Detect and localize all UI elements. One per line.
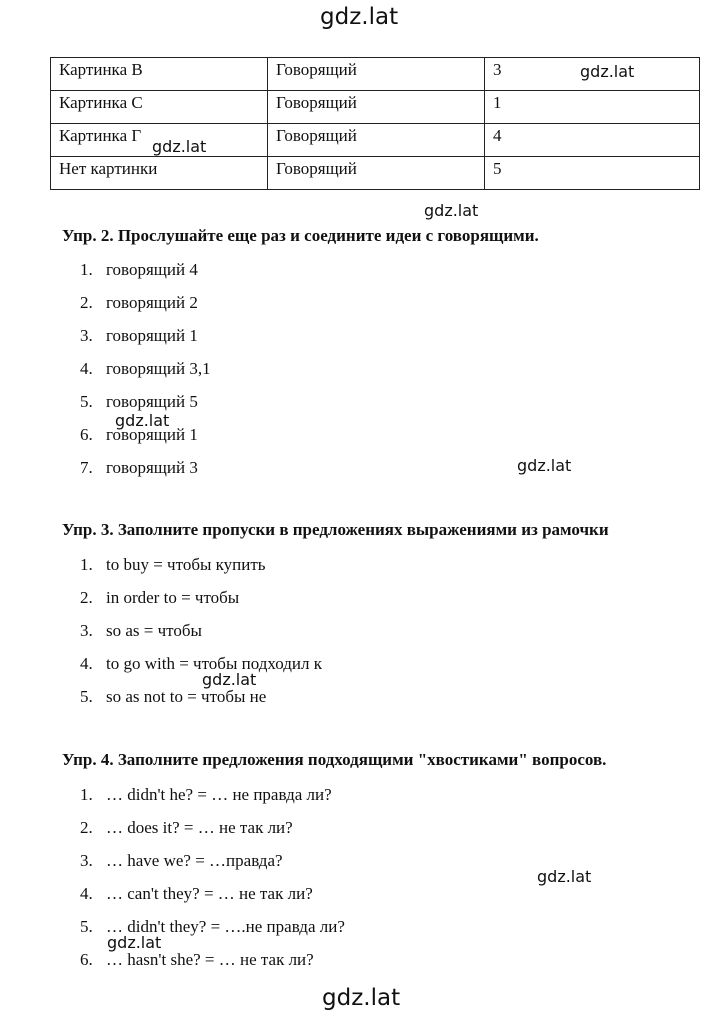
list-item-text: говорящий 2 (106, 293, 198, 312)
list-item: 4. говорящий 3,1 (80, 359, 211, 378)
list-item-text: говорящий 1 (106, 326, 198, 345)
exercise-3-heading: Упр. 3. Заполните пропуски в предложениях выражениями из рамочки (62, 520, 609, 539)
table-cell: Говорящий (268, 91, 485, 124)
list-item: 4. … can't they? = … не так ли? (80, 884, 313, 903)
watermark: gdz.lat (152, 137, 207, 156)
watermark: gdz.lat (115, 411, 170, 430)
list-item: 6. говорящий 1 (80, 425, 198, 444)
table-cell: Говорящий (268, 124, 485, 157)
list-item-text: … didn't they? = ….не правда ли? (106, 917, 345, 936)
exercise-3-list (80, 553, 322, 718)
watermark: gdz.lat (424, 201, 479, 220)
list-item: 7. говорящий 3 (80, 458, 198, 477)
list-item-text: to buy = чтобы купить (106, 555, 266, 574)
list-item-text: … didn't he? = … не правда ли? (106, 785, 332, 804)
table-cell: Говорящий (268, 157, 485, 190)
table-cell: 4 (485, 124, 700, 157)
list-item: 1. говорящий 4 (80, 260, 198, 279)
list-item: 1. … didn't he? = … не правда ли? (80, 785, 332, 804)
exercise-2-list (80, 258, 211, 489)
list-item-text: говорящий 3,1 (106, 359, 211, 378)
table-cell: Картинка C (51, 91, 268, 124)
answer-table (50, 57, 700, 190)
list-item-text: … can't they? = … не так ли? (106, 884, 313, 903)
exercise-4-list (80, 783, 345, 981)
watermark: gdz.lat (107, 933, 162, 952)
list-item-text: говорящий 5 (106, 392, 198, 411)
table-cell: Картинка B (51, 58, 268, 91)
watermark: gdz.lat (580, 62, 635, 81)
list-item-text: so as not to = чтобы не (106, 687, 267, 706)
table-row (51, 124, 700, 157)
list-item-text: to go with = чтобы подходил к (106, 654, 322, 673)
list-item: 5. говорящий 5 (80, 392, 198, 411)
list-item-text: … does it? = … не так ли? (106, 818, 293, 837)
watermark: gdz.lat (537, 867, 592, 886)
list-item: 1. to buy = чтобы купить (80, 555, 266, 574)
table-cell: Картинка Г (51, 124, 268, 157)
table-row (51, 91, 700, 124)
list-item-text: … have we? = …правда? (106, 851, 283, 870)
watermark-bottom: gdz.lat (322, 985, 401, 1011)
list-item: 2. говорящий 2 (80, 293, 198, 312)
list-item-text: … hasn't she? = … не так ли? (106, 950, 314, 969)
table-row (51, 58, 700, 91)
list-item-text: in order to = чтобы (106, 588, 240, 607)
watermark: gdz.lat (202, 670, 257, 689)
list-item: 4. to go with = чтобы подходил к (80, 654, 322, 673)
table-cell: Говорящий (268, 58, 485, 91)
exercise-4-heading: Упр. 4. Заполните предложения подходящими "хвостиками" вопросов. (62, 750, 607, 769)
list-item: 2. … does it? = … не так ли? (80, 818, 293, 837)
watermark-top: gdz.lat (320, 4, 399, 30)
list-item: 5. … didn't they? = ….не правда ли? (80, 917, 345, 936)
table-row (51, 157, 700, 190)
list-item-text: говорящий 3 (106, 458, 198, 477)
list-item: 6. … hasn't she? = … не так ли? (80, 950, 314, 969)
list-item-text: говорящий 4 (106, 260, 198, 279)
list-item: 3. говорящий 1 (80, 326, 198, 345)
list-item-text: so as = чтобы (106, 621, 202, 640)
exercise-2-heading: Упр. 2. Прослушайте еще раз и соедините идеи с говорящими. (62, 226, 539, 245)
table-cell: 5 (485, 157, 700, 190)
list-item-text: говорящий 1 (106, 425, 198, 444)
watermark: gdz.lat (517, 456, 572, 475)
list-item: 5. so as not to = чтобы не (80, 687, 267, 706)
table-cell: Нет картинки (51, 157, 268, 190)
list-item: 3. so as = чтобы (80, 621, 202, 640)
list-item: 2. in order to = чтобы (80, 588, 240, 607)
table-cell: 1 (485, 91, 700, 124)
list-item: 3. … have we? = …правда? (80, 851, 283, 870)
table-cell: 3 (485, 58, 700, 91)
